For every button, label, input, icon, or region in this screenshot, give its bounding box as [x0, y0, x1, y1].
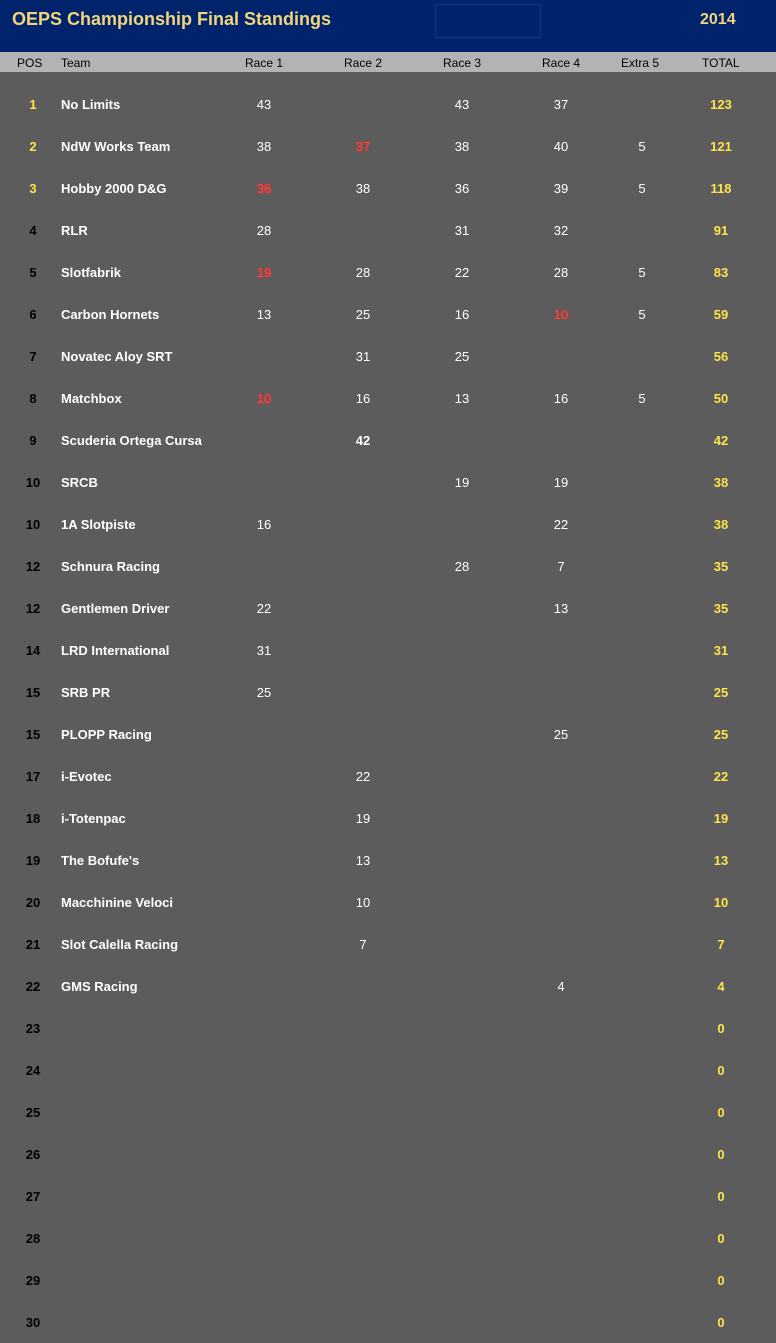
cell-race1: 31	[256, 643, 272, 658]
cell-total: 22	[713, 769, 729, 784]
cell-total: 121	[710, 139, 732, 154]
table-row	[0, 755, 776, 797]
table-row	[0, 587, 776, 629]
table-row	[0, 965, 776, 1007]
cell-team: Gentlemen Driver	[61, 601, 170, 616]
cell-race1: 10	[256, 391, 272, 406]
cell-total: 0	[717, 1273, 725, 1288]
cell-team: Schnura Racing	[61, 559, 160, 574]
cell-pos: 28	[25, 1231, 41, 1246]
cell-total: 4	[717, 979, 725, 994]
title-bar	[0, 0, 776, 52]
cell-pos: 25	[25, 1105, 41, 1120]
cell-total: 38	[713, 475, 729, 490]
cell-race3: 16	[454, 307, 470, 322]
cell-race2: 25	[355, 307, 371, 322]
cell-race4: 4	[557, 979, 565, 994]
cell-race2: 31	[355, 349, 371, 364]
cell-total: 0	[717, 1021, 725, 1036]
cell-pos: 9	[29, 433, 37, 448]
cell-race3: 36	[454, 181, 470, 196]
cell-total: 0	[717, 1231, 725, 1246]
cell-pos: 23	[25, 1021, 41, 1036]
cell-race4: 16	[553, 391, 569, 406]
table-row	[0, 923, 776, 965]
standings-table	[0, 83, 776, 1343]
cell-total: 7	[717, 937, 725, 952]
header-team: Team	[61, 56, 91, 70]
cell-total: 0	[717, 1189, 725, 1204]
cell-total: 25	[713, 685, 729, 700]
cell-extra5: 5	[638, 181, 646, 196]
cell-race4: 25	[553, 727, 569, 742]
table-row	[0, 713, 776, 755]
table-row	[0, 377, 776, 419]
cell-race4: 28	[553, 265, 569, 280]
cell-race2: 10	[355, 895, 371, 910]
table-row	[0, 1259, 776, 1301]
cell-team: PLOPP Racing	[61, 727, 152, 742]
cell-race4: 10	[553, 307, 569, 322]
cell-pos: 26	[25, 1147, 41, 1162]
cell-team: Hobby 2000 D&G	[61, 181, 167, 196]
table-row	[0, 419, 776, 461]
header-pos: POS	[17, 56, 43, 70]
cell-team: NdW Works Team	[61, 139, 171, 154]
cell-total: 19	[713, 811, 729, 826]
cell-pos: 22	[25, 979, 41, 994]
cell-race4: 40	[553, 139, 569, 154]
cell-team: Slot Calella Racing	[61, 937, 179, 952]
cell-total: 13	[713, 853, 729, 868]
cell-race3: 22	[454, 265, 470, 280]
cell-team: 1A Slotpiste	[61, 517, 136, 532]
cell-extra5: 5	[638, 391, 646, 406]
header-race4: Race 4	[542, 56, 581, 70]
cell-pos: 27	[25, 1189, 41, 1204]
cell-race1: 43	[256, 97, 272, 112]
cell-extra5: 5	[638, 307, 646, 322]
table-row	[0, 1175, 776, 1217]
cell-pos: 15	[25, 727, 41, 742]
cell-race3: 13	[454, 391, 470, 406]
cell-team: Slotfabrik	[61, 265, 121, 280]
header-extra5: Extra 5	[621, 56, 660, 70]
cell-race1: 36	[256, 181, 272, 196]
cell-team: SRB PR	[61, 685, 111, 700]
cell-race1: 28	[256, 223, 272, 238]
cell-pos: 4	[29, 223, 37, 238]
cell-race2: 16	[355, 391, 371, 406]
cell-pos: 6	[29, 307, 37, 322]
header-race3: Race 3	[443, 56, 482, 70]
cell-pos: 19	[25, 853, 41, 868]
cell-team: GMS Racing	[61, 979, 138, 994]
season-year: 2014	[700, 11, 736, 28]
cell-total: 123	[710, 97, 732, 112]
cell-race3: 25	[454, 349, 470, 364]
cell-total: 42	[713, 433, 729, 448]
cell-race2: 22	[355, 769, 371, 784]
cell-pos: 20	[25, 895, 41, 910]
header-total: TOTAL	[702, 56, 740, 70]
table-row	[0, 1301, 776, 1343]
cell-team: LRD International	[61, 643, 170, 658]
table-row	[0, 629, 776, 671]
cell-total: 83	[713, 265, 729, 280]
cell-pos: 15	[25, 685, 41, 700]
cell-pos: 12	[25, 559, 41, 574]
cell-race2: 7	[359, 937, 367, 952]
cell-race4: 19	[553, 475, 569, 490]
cell-total: 25	[713, 727, 729, 742]
cell-pos: 14	[25, 643, 41, 658]
cell-pos: 3	[29, 181, 37, 196]
cell-race4: 37	[553, 97, 569, 112]
cell-total: 0	[717, 1105, 725, 1120]
table-row	[0, 839, 776, 881]
cell-team: Novatec Aloy SRT	[61, 349, 173, 364]
cell-race1: 22	[256, 601, 272, 616]
cell-team: The Bofufe's	[61, 853, 140, 868]
cell-total: 35	[713, 559, 729, 574]
cell-total: 38	[713, 517, 729, 532]
table-row	[0, 881, 776, 923]
cell-pos: 18	[25, 811, 41, 826]
header-race2: Race 2	[344, 56, 383, 70]
cell-pos: 1	[29, 97, 37, 112]
cell-race1: 16	[256, 517, 272, 532]
cell-pos: 29	[25, 1273, 41, 1288]
cell-race4: 7	[557, 559, 565, 574]
cell-team: Carbon Hornets	[61, 307, 160, 322]
cell-team: i-Evotec	[61, 769, 112, 784]
selected-cell-outline	[435, 4, 541, 38]
cell-total: 50	[713, 391, 729, 406]
cell-team: Scuderia Ortega Cursa	[61, 433, 202, 448]
cell-race1: 13	[256, 307, 272, 322]
table-row	[0, 1049, 776, 1091]
cell-pos: 5	[29, 265, 37, 280]
cell-race2: 19	[355, 811, 371, 826]
table-row	[0, 1007, 776, 1049]
cell-race3: 38	[454, 139, 470, 154]
header-race1: Race 1	[245, 56, 284, 70]
cell-pos: 24	[25, 1063, 41, 1078]
cell-pos: 8	[29, 391, 37, 406]
cell-pos: 10	[25, 517, 41, 532]
cell-pos: 7	[29, 349, 37, 364]
cell-total: 59	[713, 307, 729, 322]
cell-race3: 28	[454, 559, 470, 574]
cell-race4: 39	[553, 181, 569, 196]
cell-extra5: 5	[638, 265, 646, 280]
cell-race2: 38	[355, 181, 371, 196]
cell-team: No Limits	[61, 97, 121, 112]
table-row	[0, 461, 776, 503]
cell-team: SRCB	[61, 475, 98, 490]
cell-total: 0	[717, 1063, 725, 1078]
cell-total: 35	[713, 601, 729, 616]
cell-race1: 25	[256, 685, 272, 700]
column-header-row	[0, 52, 776, 72]
cell-race2: 37	[355, 139, 371, 154]
table-row	[0, 167, 776, 209]
cell-total: 56	[713, 349, 729, 364]
cell-pos: 21	[25, 937, 41, 952]
table-row	[0, 83, 776, 125]
table-row	[0, 503, 776, 545]
table-row	[0, 545, 776, 587]
table-row	[0, 251, 776, 293]
cell-race1: 38	[256, 139, 272, 154]
cell-total: 91	[713, 223, 729, 238]
cell-team: Matchbox	[61, 391, 122, 406]
cell-race3: 43	[454, 97, 470, 112]
table-row	[0, 797, 776, 839]
cell-race4: 22	[553, 517, 569, 532]
cell-race3: 19	[454, 475, 470, 490]
cell-team: i-Totenpac	[61, 811, 126, 826]
table-row	[0, 1133, 776, 1175]
cell-pos: 30	[25, 1315, 41, 1330]
cell-pos: 2	[29, 139, 37, 154]
cell-extra5: 5	[638, 139, 646, 154]
cell-race2: 42	[355, 433, 371, 448]
cell-total: 31	[713, 643, 729, 658]
table-row	[0, 1091, 776, 1133]
cell-race1: 19	[256, 265, 272, 280]
cell-total: 0	[717, 1147, 725, 1162]
cell-pos: 17	[25, 769, 41, 784]
cell-race4: 13	[553, 601, 569, 616]
cell-total: 118	[710, 181, 732, 196]
page-title: OEPS Championship Final Standings	[12, 9, 332, 29]
cell-total: 10	[713, 895, 729, 910]
cell-race3: 31	[454, 223, 470, 238]
table-row	[0, 1217, 776, 1259]
cell-race2: 28	[355, 265, 371, 280]
cell-total: 0	[717, 1315, 725, 1330]
cell-team: Macchinine Veloci	[61, 895, 173, 910]
cell-team: RLR	[61, 223, 88, 238]
table-row	[0, 335, 776, 377]
table-row	[0, 125, 776, 167]
cell-pos: 12	[25, 601, 41, 616]
table-row	[0, 209, 776, 251]
table-row	[0, 293, 776, 335]
cell-race4: 32	[553, 223, 569, 238]
cell-pos: 10	[25, 475, 41, 490]
cell-race2: 13	[355, 853, 371, 868]
table-row	[0, 671, 776, 713]
